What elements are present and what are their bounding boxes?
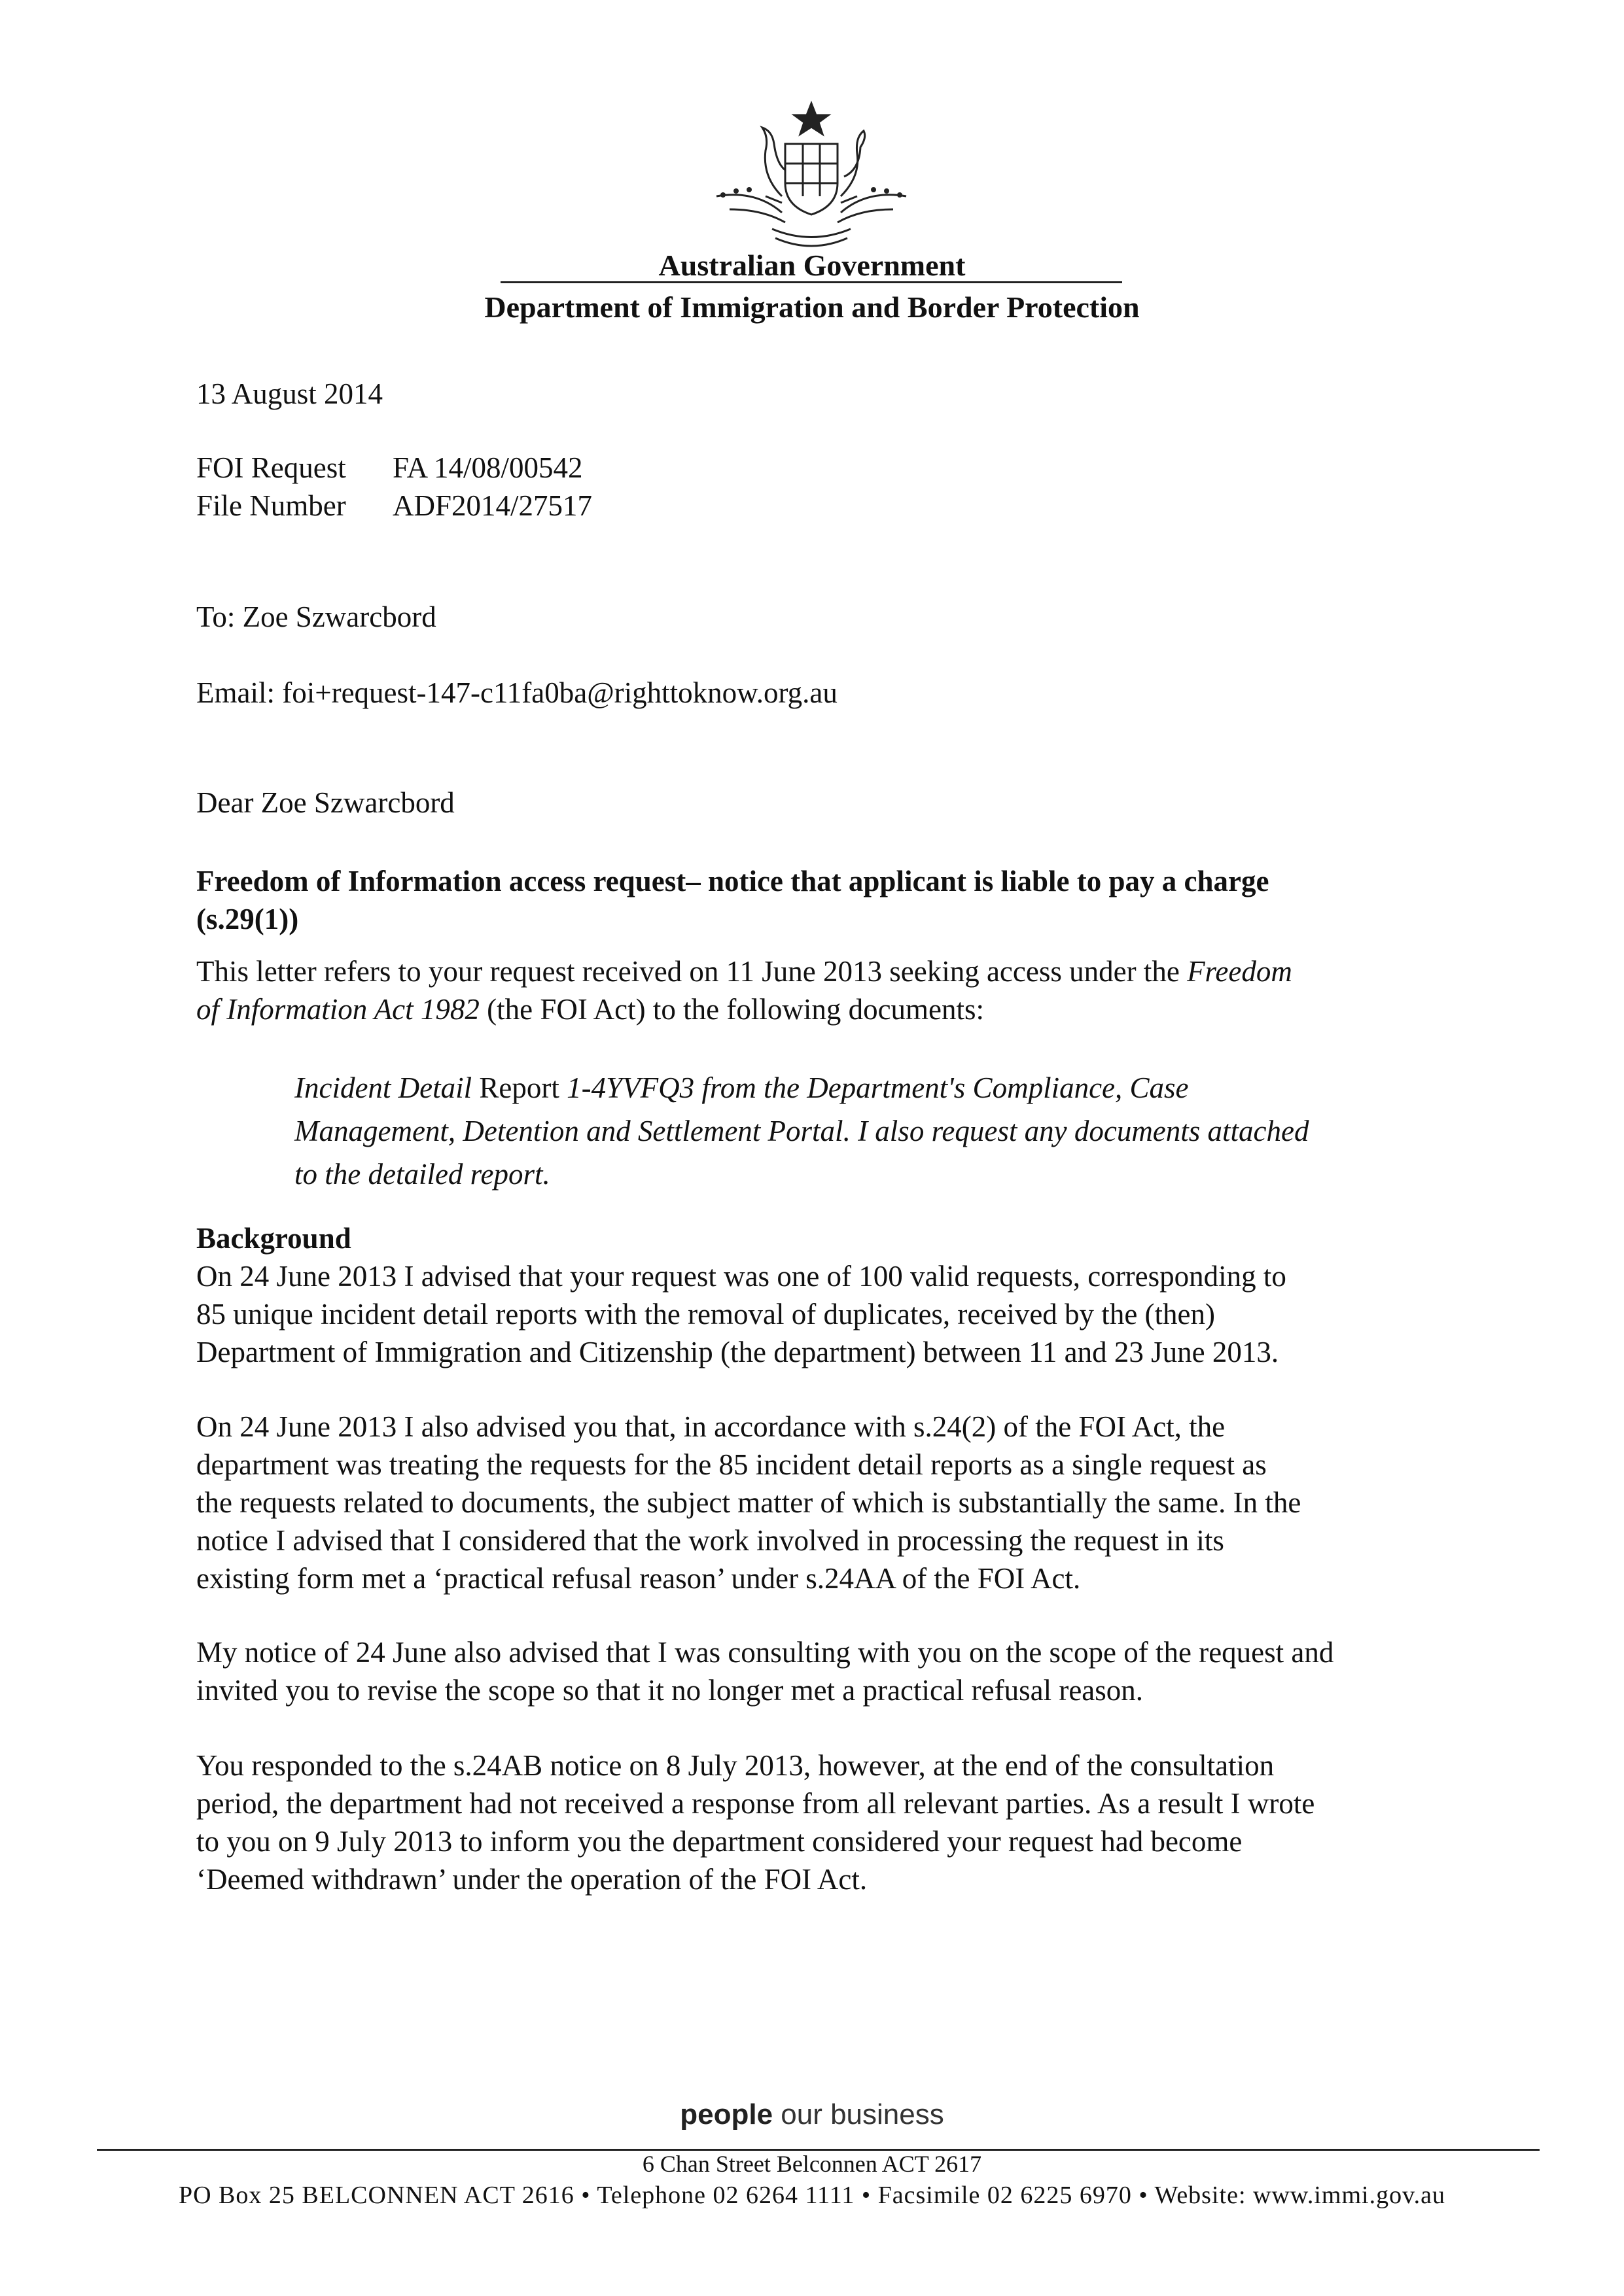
bg-paragraph-2-line-1: On 24 June 2013 I also advised you that, in accordance with s.24(2) of the FOI Act, the	[196, 1410, 1226, 1443]
footer-address: 6 Chan Street Belconnen ACT 2617	[642, 2151, 982, 2177]
quote-line-1-c: 1-4YVFQ3 from the Department's Compliance, Case	[567, 1071, 1189, 1104]
bg-paragraph-1-line-1: On 24 June 2013 I advised that your request was one of 100 valid requests, corresponding to	[196, 1260, 1286, 1293]
file-number-label: File Number	[196, 489, 346, 522]
bg-paragraph-2-line-4: notice I advised that I considered that the work involved in processing the request in its	[196, 1524, 1224, 1557]
footer-contact: PO Box 25 BELCONNEN ACT 2616 • Telephone 02 6264 1111 • Facsimile 02 6225 6970 • Website: www.immi.gov.au	[178, 2182, 1445, 2209]
bg-paragraph-2-line-3: the requests related to documents, the subject matter of which is substantially the same. In the	[196, 1486, 1301, 1519]
quote-line-1-a: Incident Detail	[294, 1071, 472, 1104]
subject-line-1: Freedom of Information access request– notice that applicant is liable to pay a charge	[196, 865, 1269, 897]
subject-line-2: (s.29(1))	[196, 903, 299, 935]
coat-of-arms-icon	[703, 98, 919, 255]
quoted-request	[294, 1066, 1459, 1196]
act-title-part-2: of Information Act 1982	[196, 993, 480, 1026]
bg-paragraph-4-line-2: period, the department had not received a response from all relevant parties. As a result I wrote	[196, 1787, 1315, 1820]
quote-line-1-b: Report	[472, 1071, 567, 1104]
footer-slogan	[0, 2098, 1624, 2131]
recipient-to: To: Zoe Szwarcbord	[196, 600, 436, 633]
letter-date: 13 August 2014	[196, 377, 383, 410]
intro-line-1	[196, 952, 1292, 990]
bg-paragraph-2-line-2: department was treating the requests for the 85 incident detail reports as a single request as	[196, 1448, 1267, 1481]
salutation: Dear Zoe Szwarcbord	[196, 786, 455, 819]
slogan-bold: people	[680, 2098, 773, 2131]
file-number-row	[196, 487, 592, 525]
quote-line-3: to the detailed report.	[294, 1158, 550, 1191]
foi-request-row	[196, 449, 582, 487]
organisation-name: Australian Government	[658, 249, 966, 282]
intro-line-1-text: This letter refers to your request received on 11 June 2013 seeking access under the	[196, 955, 1188, 988]
quote-line-1	[294, 1066, 1459, 1109]
file-number-value: ADF2014/27517	[393, 489, 593, 522]
header-divider	[501, 281, 1122, 283]
department-name: Department of Immigration and Border Protection	[484, 290, 1140, 324]
bg-paragraph-4-line-1: You responded to the s.24AB notice on 8 July 2013, however, at the end of the consultation	[196, 1749, 1275, 1782]
quote-line-2: Management, Detention and Settlement Portal. I also request any documents attached	[294, 1115, 1309, 1147]
bg-paragraph-1-line-3: Department of Immigration and Citizenship (the department) between 11 and 23 June 2013.	[196, 1336, 1279, 1368]
slogan-rest: our business	[773, 2098, 944, 2131]
act-title-part-1: Freedom	[1187, 955, 1292, 988]
bg-paragraph-3-line-2: invited you to revise the scope so that it no longer met a practical refusal reason.	[196, 1674, 1144, 1707]
bg-paragraph-2-line-5: existing form met a ‘practical refusal reason’ under s.24AA of the FOI Act.	[196, 1562, 1081, 1595]
intro-line-2	[196, 990, 984, 1028]
foi-request-value: FA 14/08/00542	[393, 451, 583, 484]
intro-line-2-text: (the FOI Act) to the following documents:	[479, 993, 985, 1026]
recipient-email: Email: foi+request-147-c11fa0ba@righttoknow.org.au	[196, 676, 838, 709]
bg-paragraph-4-line-3: to you on 9 July 2013 to inform you the department considered your request had become	[196, 1825, 1243, 1858]
bg-paragraph-1-line-2: 85 unique incident detail reports with the removal of duplicates, received by the (then)	[196, 1298, 1215, 1331]
foi-request-label: FOI Request	[196, 451, 346, 484]
bg-paragraph-4-line-4: ‘Deemed withdrawn’ under the operation of the FOI Act.	[196, 1863, 868, 1896]
bg-paragraph-3-line-1: My notice of 24 June also advised that I was consulting with you on the scope of the request and	[196, 1636, 1334, 1669]
background-heading: Background	[196, 1222, 351, 1255]
